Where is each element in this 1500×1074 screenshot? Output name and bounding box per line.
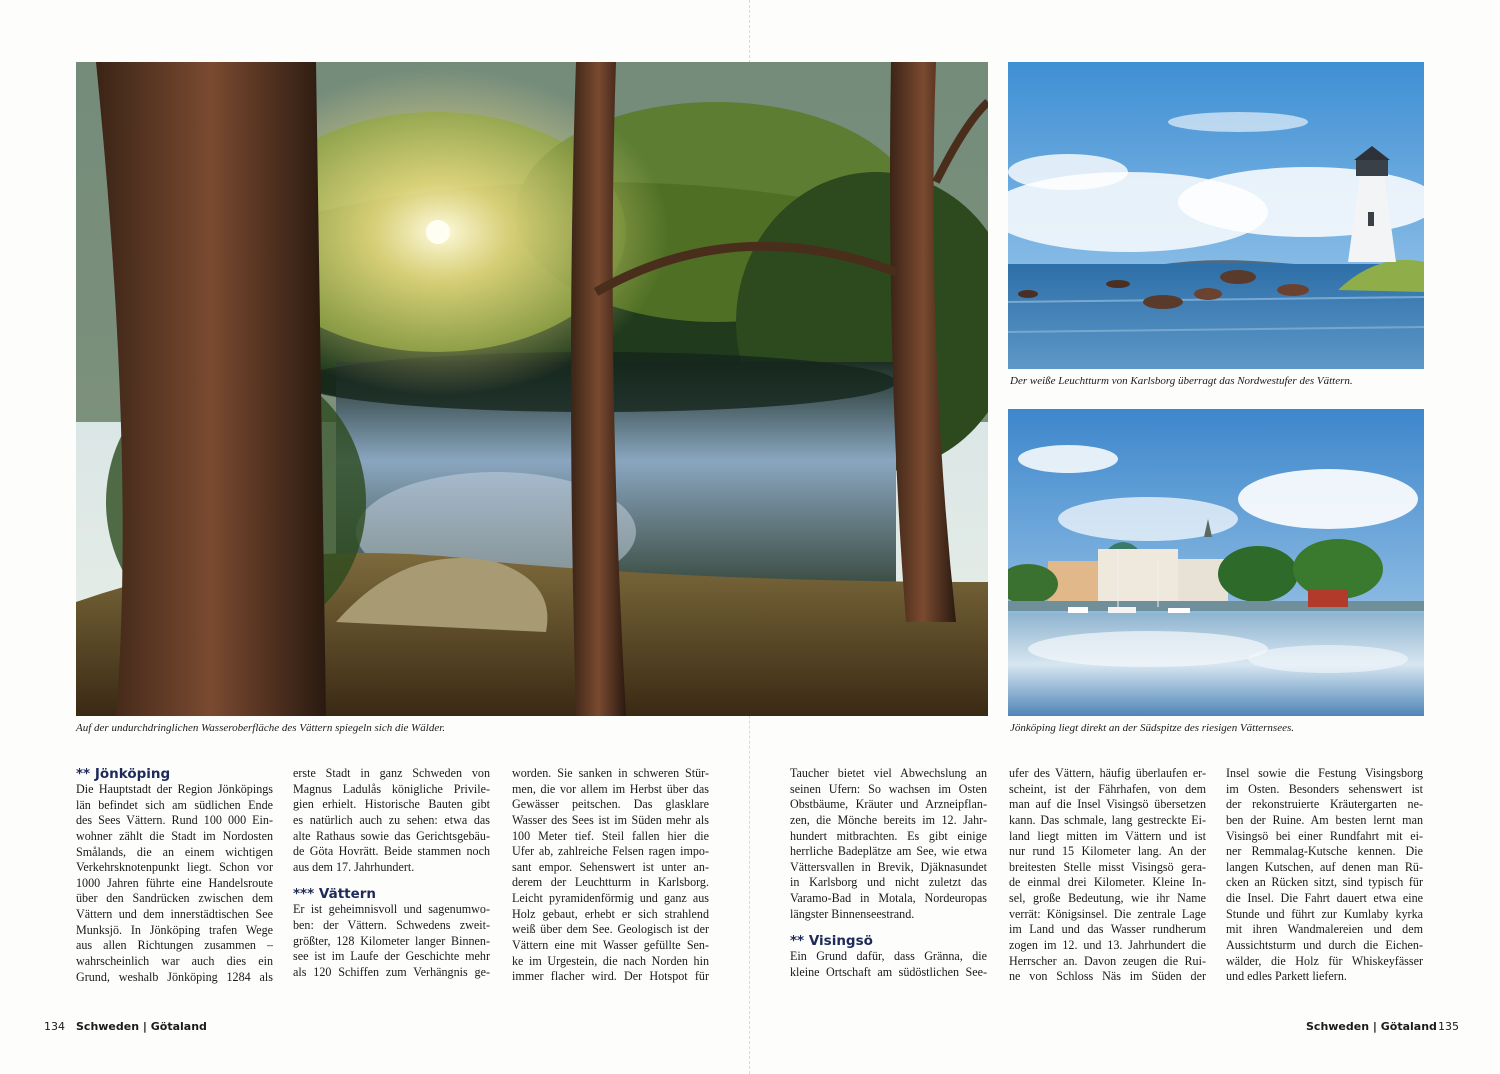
harbor-photo (1008, 409, 1424, 716)
text-line: cken an Rücken sitzt, sind typisch für (1226, 875, 1423, 890)
text-line: worden. Sie sanken in schweren Stür- (512, 766, 709, 780)
page-number-left: 134 (44, 1020, 65, 1033)
text-line: immer flacher wird. Der Hotspot für (512, 969, 709, 984)
text-line: man auf die Insel Visingsö übersetzen (1009, 797, 1206, 812)
text-line: Vättern und dem innerstädtischen See (76, 907, 273, 922)
text-line: im Osten. Besonders sehenswert ist (1226, 781, 1423, 796)
text-line: Er ist geheimnisvoll und sagenumwo- (293, 902, 490, 917)
text-line: de Göta Hovrätt. Beide stammen noch (293, 844, 490, 859)
text-line: Vättersvallen in Brevik, Djäknasundet (790, 859, 987, 874)
text-line: Varamo-Bad in Motala, Nordeuropas (790, 891, 987, 906)
text-column-1 (76, 766, 273, 985)
text-line: zogen im 12. und 13. Jahrhundert die (1009, 938, 1206, 953)
harbor-photo-caption: Jönköping liegt direkt an der Südspitze des riesigen Vätternsees. (1010, 722, 1295, 734)
text-line: weiß über dem See. Geologisch ist der (512, 922, 709, 937)
paragraph-joenkoeping-cont (293, 766, 490, 875)
text-line: 100 Meter tief. Steil fallen hier die (512, 828, 709, 843)
text-line: alte Rathaus sowie das Gerichtsgebäu- (293, 828, 490, 843)
text-line: Leicht pyramidenförmig und ganz aus (512, 891, 709, 906)
section-heading-vaettern: *** Vättern (293, 886, 377, 903)
text-line: de einmal drei Kilometer. Kleine In- (1009, 875, 1206, 890)
text-line: Magnus Ladulås königliche Privile- (293, 781, 490, 796)
text-line: in Karlsborg und nicht zuletzt das (790, 875, 987, 890)
text-line: ben der Ruine. Am besten lernt man (1226, 812, 1423, 827)
text-line: Vättern eine mit Wasser gefüllte Sen- (512, 938, 709, 953)
text-line: Munksjö. In Jönköping trafen Wege (76, 922, 273, 937)
text-line: seinen Ufern: So wachsen im Osten (790, 781, 987, 796)
text-line: zen, die Mönche bereits im 12. Jahr- (790, 812, 987, 827)
paragraph-visingsoe (790, 949, 987, 980)
text-line: kann. Das schmale, lang gestreckte Ei- (1009, 812, 1206, 827)
text-line: men, die vor allem im Herbst über das (512, 781, 709, 796)
text-line: 1000 Jahren führte eine Handelsroute (76, 875, 273, 890)
section-heading-joenkoeping: ** Jönköping (76, 766, 171, 782)
forest-lake-photo (76, 62, 988, 716)
text-line: derem der Leuchtturm in Karlsborg. (512, 875, 709, 890)
text-line: verrät: Königsinsel. Die zentrale Lage (1009, 906, 1206, 921)
text-line: Stunde und führt zur Kumlaby kyrka (1226, 906, 1423, 921)
text-line: Obstbäume, Kräuter und Arzneipflan- (790, 797, 987, 812)
text-line: wälder, die Holz für Whiskeyfässer (1226, 953, 1423, 968)
text-line: mit ihren Wandmalereien und dem (1226, 922, 1423, 937)
text-column-6 (1226, 766, 1423, 985)
text-line: hundert mitbrachten. Es gibt einige (790, 828, 987, 843)
text-line: land liegt mitten im Vättern und ist (1009, 828, 1206, 843)
text-line: ufer des Vättern, häufig überlaufen er- (1009, 766, 1206, 780)
text-line: aus allen Richtungen zusammen – (76, 938, 273, 953)
text-line: sant empor. Sehenswert ist unter an- (512, 859, 709, 874)
text-line: Insel sowie die Festung Visingsborg (1226, 766, 1423, 780)
text-line: des Sees Vättern. Rund 100 000 Ein- (76, 813, 273, 828)
text-line: Verkehrsknotenpunkt liegt. Schon vor (76, 860, 273, 875)
text-line: Visingsö bei einer Rundfahrt mit ei- (1226, 828, 1423, 843)
text-line: ne von Schloss Näs im Süden der (1009, 969, 1206, 984)
text-column-4 (790, 766, 987, 981)
text-line: über den Sandrücken zwischen dem (76, 891, 273, 906)
running-header-left: Schweden | Götaland (76, 1020, 207, 1033)
text-line: sel, große Bedeutung, wie ihr Name (1009, 891, 1206, 906)
text-line: Herrscher an. Davon zeugen die Rui- (1009, 953, 1206, 968)
text-line: und edles Parkett liefern. (1226, 969, 1347, 984)
lighthouse-photo (1008, 62, 1424, 369)
paragraph-vaettern-cont (512, 766, 709, 985)
text-line: see ist im Laufe der Geschichte mehr (293, 949, 490, 964)
text-line: nur rund 15 Kilometer lang. An der (1009, 844, 1206, 859)
text-line: Die Hauptstadt der Region Jönköpings (76, 782, 273, 796)
text-line: ke im Urgestein, die nach Norden hin (512, 953, 709, 968)
text-line: ner Remmalag-Kutsche kennen. Die (1226, 844, 1423, 859)
text-line: Ein Grund dafür, dass Gränna, die (790, 949, 987, 964)
text-line: die Insel. Die Fahrt dauert etwa eine (1226, 891, 1423, 906)
text-line: aus dem 17. Jahrhundert. (293, 859, 415, 874)
forest-photo-caption: Auf der undurchdringlichen Wasseroberfläche des Vättern spiegeln sich die Wälder. (76, 722, 446, 734)
text-column-2 (293, 766, 490, 981)
text-line: wohner zählt die Stadt im Nordosten (76, 828, 273, 843)
paragraph-vaettern-end (790, 766, 987, 922)
text-line: längster Binnenseestrand. (790, 906, 915, 921)
text-line: erste Stadt in ganz Schweden von (293, 766, 490, 780)
text-line: Aussichtsturm und durch die Eichen- (1226, 938, 1423, 953)
text-line: scheint, ist der Fährhafen, von dem (1009, 781, 1206, 796)
text-line: breitesten Stelle misst Visingsö gera- (1009, 859, 1206, 874)
text-line: kleine Ortschaft am südöstlichen See- (790, 965, 987, 980)
text-line: wahrscheinlich war auch dies ein (76, 954, 273, 969)
text-line: im Land und das Wasser rundherum (1009, 922, 1206, 937)
paragraph-visingsoe-cont (1009, 766, 1206, 985)
text-line: Gewässer peitschen. Das glasklare (512, 797, 709, 812)
text-line: Wasser des Sees ist im Süden mehr als (512, 812, 709, 827)
text-line: ben: der Vättern. Schwedens zweit- (293, 918, 490, 933)
text-line: Holz gebaut, erhebt er sich strahlend (512, 906, 709, 921)
text-line: es natürlich auch zu sehen: etwa das (293, 812, 490, 827)
paragraph-joenkoeping (76, 782, 273, 985)
text-line: Taucher bietet viel Abwechslung an (790, 766, 987, 780)
text-line: Smålands, die an einem wichtigen (76, 844, 273, 859)
text-line: der rekonstruierte Kräutergarten ne- (1226, 797, 1423, 812)
paragraph-vaettern (293, 902, 490, 980)
text-column-3 (512, 766, 709, 985)
text-line: gien erhielt. Historische Bauten gibt (293, 797, 490, 812)
text-line: Grund, weshalb Jönköping 1284 als (76, 969, 273, 984)
paragraph-visingsoe-end (1226, 766, 1423, 985)
text-column-5 (1009, 766, 1206, 985)
text-line: größter, 128 Kilometer langer Binnen- (293, 933, 490, 948)
text-line: herrliche Badeplätze am See, wie etwa (790, 844, 987, 859)
text-line: langen Kutschen, auf denen man Rü- (1226, 859, 1423, 874)
running-header-right: Schweden | Götaland (1306, 1020, 1437, 1033)
text-line: län befindet sich am südlichen Ende (76, 797, 273, 812)
text-line: als 120 Schiffen zum Verhängnis ge- (293, 965, 490, 980)
section-heading-visingsoe: ** Visingsö (790, 933, 873, 950)
lighthouse-photo-caption: Der weiße Leuchtturm von Karlsborg überragt das Nordwestufer des Vättern. (1010, 375, 1353, 387)
text-line: Ufer ab, zahlreiche Felsen ragen impo- (512, 844, 709, 859)
page-number-right: 135 (1438, 1020, 1459, 1033)
